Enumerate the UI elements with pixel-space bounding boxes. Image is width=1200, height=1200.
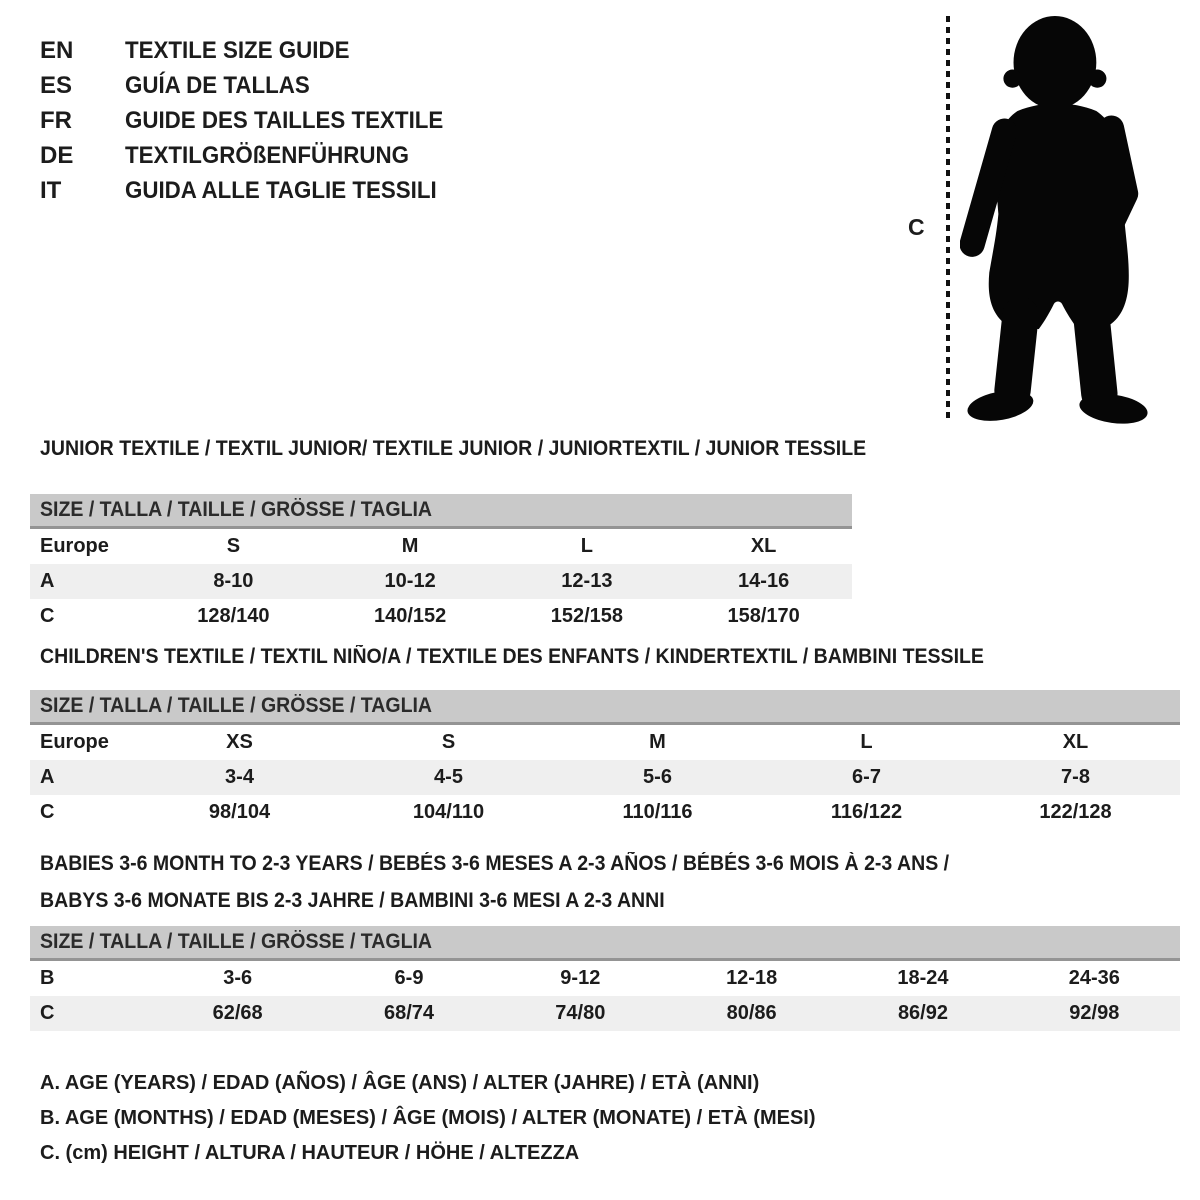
title-row-it [40,173,467,208]
childrens-size-table [30,690,1180,830]
junior-size-header-bar [30,494,852,529]
language-code: ES [40,72,73,99]
months-cell: 3-6 [223,967,253,989]
table-row-europe [30,529,852,564]
language-code: FR [40,107,72,134]
table-row-age [30,564,852,599]
height-cell: 110/116 [622,801,693,823]
height-cell: 152/158 [550,605,624,627]
months-cell: 6-9 [394,967,424,989]
guide-title: TEXTILE SIZE GUIDE [124,37,350,64]
row-label: C [40,1002,55,1024]
childrens-size-header-bar [30,690,1180,725]
height-cell: 116/122 [830,801,903,823]
height-cell: 98/104 [208,801,271,823]
height-cell: 68/74 [383,1002,435,1024]
table-row-months [30,961,1180,996]
height-cell: 86/92 [897,1002,948,1024]
title-row-en [40,33,467,68]
size-header-label: SIZE / TALLA / TAILLE / GRÖSSE / TAGLIA [40,694,433,717]
months-cell: 9-12 [560,967,601,989]
height-measure-label: C [908,214,925,240]
height-cell: 158/170 [727,605,800,627]
guide-title: TEXTILGRÖßENFÜHRUNG [124,142,409,169]
size-cell: S [226,535,241,557]
babies-section-title-text2: BABYS 3-6 MONATE BIS 2-3 JAHRE / BAMBINI 3-6 MESI A 2-3 ANNI [40,889,665,912]
size-cell: M [649,731,666,753]
size-header-label: SIZE / TALLA / TAILLE / GRÖSSE / TAGLIA [40,498,433,521]
childrens-section-title [40,645,1055,669]
babies-size-table [30,926,1180,1031]
guide-title: GUIDE DES TAILLES TEXTILE [124,107,443,134]
age-cell: 6-7 [852,766,881,788]
height-cell: 74/80 [555,1002,606,1024]
height-cell: 128/140 [197,605,270,627]
measurement-legend [40,1066,816,1171]
junior-section-title [40,437,928,461]
months-cell: 18-24 [897,967,949,989]
height-cell: 80/86 [726,1002,777,1024]
height-cell: 92/98 [1069,1002,1120,1024]
size-cell: S [441,731,456,753]
table-row-height [30,795,1180,830]
guide-title: GUÍA DE TALLAS [124,72,310,99]
babies-section-title-text1: BABIES 3-6 MONTH TO 2-3 YEARS / BEBÉS 3-6 MESES A 2-3 AÑOS / BÉBÉS 3-6 MOIS À 2-3 ANS / [40,852,950,875]
height-measure-dashed-line [946,16,950,418]
guide-title: GUIDA ALLE TAGLIE TESSILI [124,177,437,204]
size-cell: M [401,535,419,557]
age-cell: 5-6 [643,766,672,788]
months-cell: 12-18 [726,967,778,989]
title-row-de [40,138,467,173]
row-label: A [40,766,55,788]
row-label: Europe [40,535,109,557]
age-cell: 3-4 [225,766,254,788]
age-cell: 8-10 [213,570,254,592]
height-cell: 62/68 [212,1002,263,1024]
row-label: Europe [40,731,109,753]
junior-size-table [30,494,852,634]
age-cell: 10-12 [384,570,436,592]
table-row-age [30,760,1180,795]
size-cell: L [860,731,873,753]
language-code: DE [40,142,74,169]
size-cell: XL [750,535,777,557]
table-row-height [30,599,852,634]
height-cell: 104/110 [412,801,485,823]
age-cell: 4-5 [434,766,463,788]
legend-age-months: B. AGE (MONTHS) / EDAD (MESES) / ÂGE (MOIS) / ALTER (MONATE) / ETÀ (MESI) [40,1107,816,1129]
size-cell: XL [1062,731,1089,753]
title-row-fr [40,103,467,138]
table-row-height [30,996,1180,1031]
babies-size-header-bar [30,926,1180,961]
junior-section-title-text: JUNIOR TEXTILE / TEXTIL JUNIOR/ TEXTILE JUNIOR / JUNIORTEXTIL / JUNIOR TESSILE [40,437,867,460]
size-cell: XS [226,731,253,753]
size-header-label: SIZE / TALLA / TAILLE / GRÖSSE / TAGLIA [40,930,433,953]
height-cell: 122/128 [1039,801,1112,823]
row-label: C [40,605,55,627]
age-cell: 7-8 [1061,766,1090,788]
language-title-block [40,33,467,208]
babies-section-title-line2 [40,889,712,913]
title-row-es [40,68,467,103]
language-code: EN [40,37,74,64]
babies-section-title-line1 [40,852,1018,876]
row-label: A [40,570,55,592]
language-code: IT [40,177,62,204]
height-cell: 140/152 [373,605,447,627]
row-label: C [40,801,55,823]
age-cell: 14-16 [738,570,790,592]
height-figure [900,8,1190,438]
age-cell: 12-13 [561,570,613,592]
toddler-silhouette [960,12,1166,426]
childrens-section-title-text: CHILDREN'S TEXTILE / TEXTIL NIÑO/A / TEXTILE DES ENFANTS / KINDERTEXTIL / BAMBINI TESSILE [40,645,984,668]
legend-age-years: A. AGE (YEARS) / EDAD (AÑOS) / ÂGE (ANS) / ALTER (JAHRE) / ETÀ (ANNI) [40,1072,760,1094]
legend-height-cm: C. (cm) HEIGHT / ALTURA / HAUTEUR / HÖHE / ALTEZZA [40,1142,580,1164]
size-cell: L [580,535,593,557]
months-cell: 24-36 [1068,967,1120,989]
row-label: B [40,967,55,989]
table-row-europe [30,725,1180,760]
